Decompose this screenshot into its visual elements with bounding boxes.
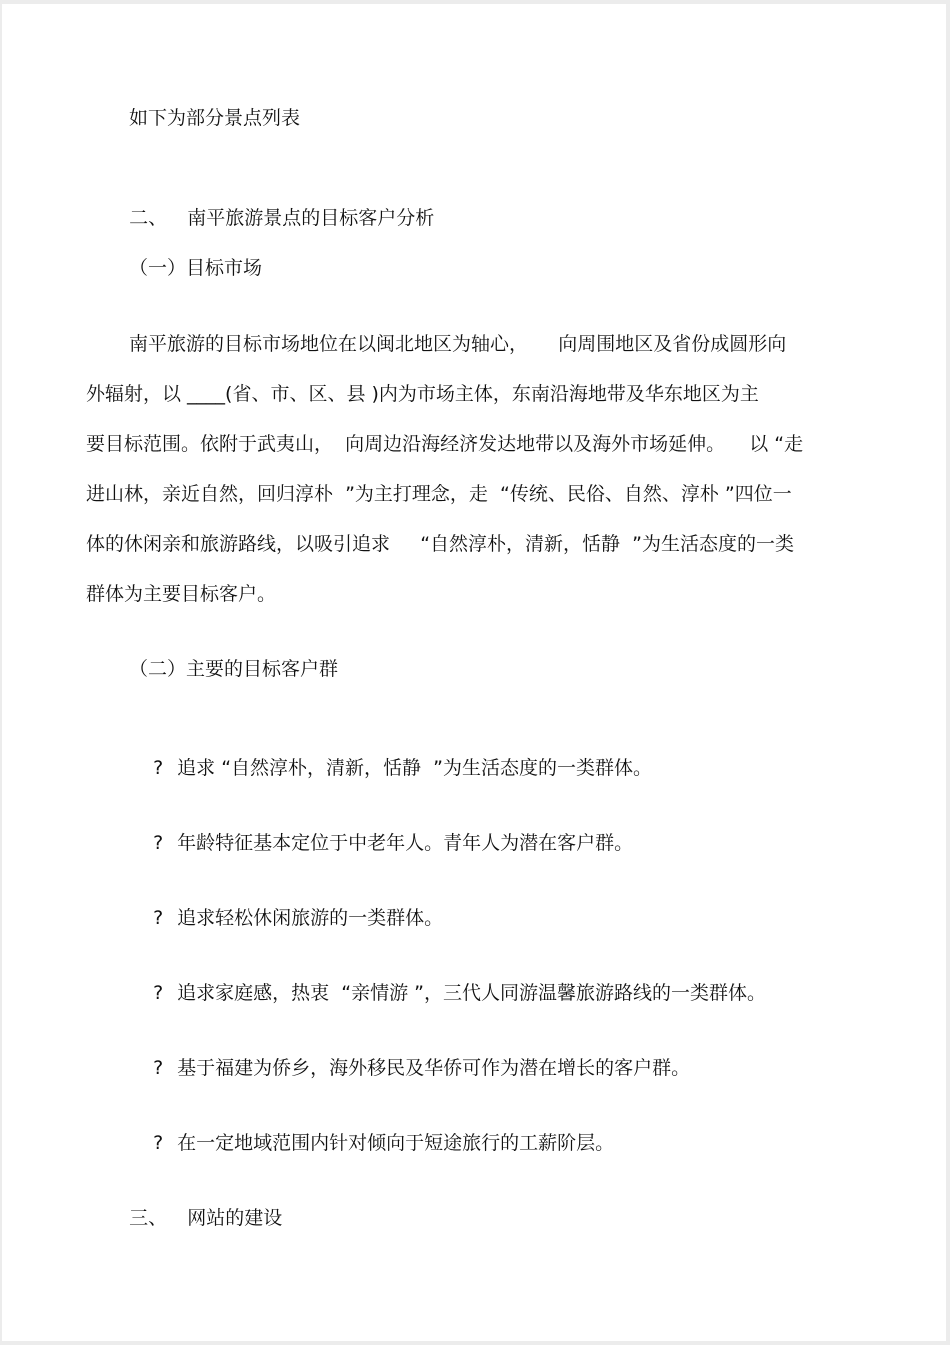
bullet-marker: ?	[153, 832, 164, 854]
paragraph-line: 进山林，亲近自然，回归淳朴 ”为主打理念，走 “传统、民俗、自然、淳朴 ”四位一	[86, 483, 792, 505]
subsection-1-heading: （一）目标市场	[129, 257, 263, 279]
section-3-title: 网站的建设	[187, 1207, 283, 1229]
section-2-number: 二、	[129, 207, 168, 229]
document-page	[2, 4, 946, 1341]
section-2-heading	[105, 182, 434, 254]
list-item-text: 在一定地域范围内针对倾向于短途旅行的工薪阶层。	[177, 1132, 615, 1154]
list-item-text: 年龄特征基本定位于中老年人。青年人为潜在客户群。	[177, 832, 634, 854]
section-3-number: 三、	[129, 1207, 168, 1229]
list-item	[129, 732, 652, 804]
list-item-text: 追求家庭感，热衷 “亲情游 ”，三代人同游温馨旅游路线的一类群体。	[177, 982, 766, 1004]
section-2-title: 南平旅游景点的目标客户分析	[187, 207, 435, 229]
paragraph-line: 群体为主要目标客户。	[86, 583, 277, 605]
paragraph-line: 外辐射，以 ____(省、市、区、县 )内为市场主体，东南沿海地带及华东地区为主	[86, 383, 759, 405]
bullet-marker: ?	[153, 1132, 164, 1154]
list-item	[129, 882, 443, 954]
list-item	[129, 807, 633, 879]
paragraph-line: 要目标范围。依附于武夷山， 向周边沿海经济发达地带以及海外市场延伸。 以 “走	[86, 433, 804, 455]
list-item	[129, 1032, 690, 1104]
intro-text: 如下为部分景点列表	[129, 107, 301, 129]
bullet-marker: ?	[153, 982, 164, 1004]
subsection-2-heading: （二）主要的目标客户群	[129, 658, 339, 680]
list-item-text: 追求 “自然淳朴，清新，恬静 ”为生活态度的一类群体。	[177, 757, 652, 779]
bullet-marker: ?	[153, 907, 164, 929]
bullet-marker: ?	[153, 757, 164, 779]
list-item	[129, 1107, 614, 1179]
paragraph-line: 体的休闲亲和旅游路线，以吸引追求 “自然淳朴，清新，恬静 ”为生活态度的一类	[86, 533, 794, 555]
bullet-marker: ?	[153, 1057, 164, 1079]
list-item	[129, 957, 766, 1029]
section-3-heading	[105, 1182, 282, 1254]
paragraph-line: 南平旅游的目标市场地位在以闽北地区为轴心， 向周围地区及省份成圆形向	[129, 333, 787, 355]
list-item-text: 追求轻松休闲旅游的一类群体。	[177, 907, 444, 929]
list-item-text: 基于福建为侨乡，海外移民及华侨可作为潜在增长的客户群。	[177, 1057, 691, 1079]
